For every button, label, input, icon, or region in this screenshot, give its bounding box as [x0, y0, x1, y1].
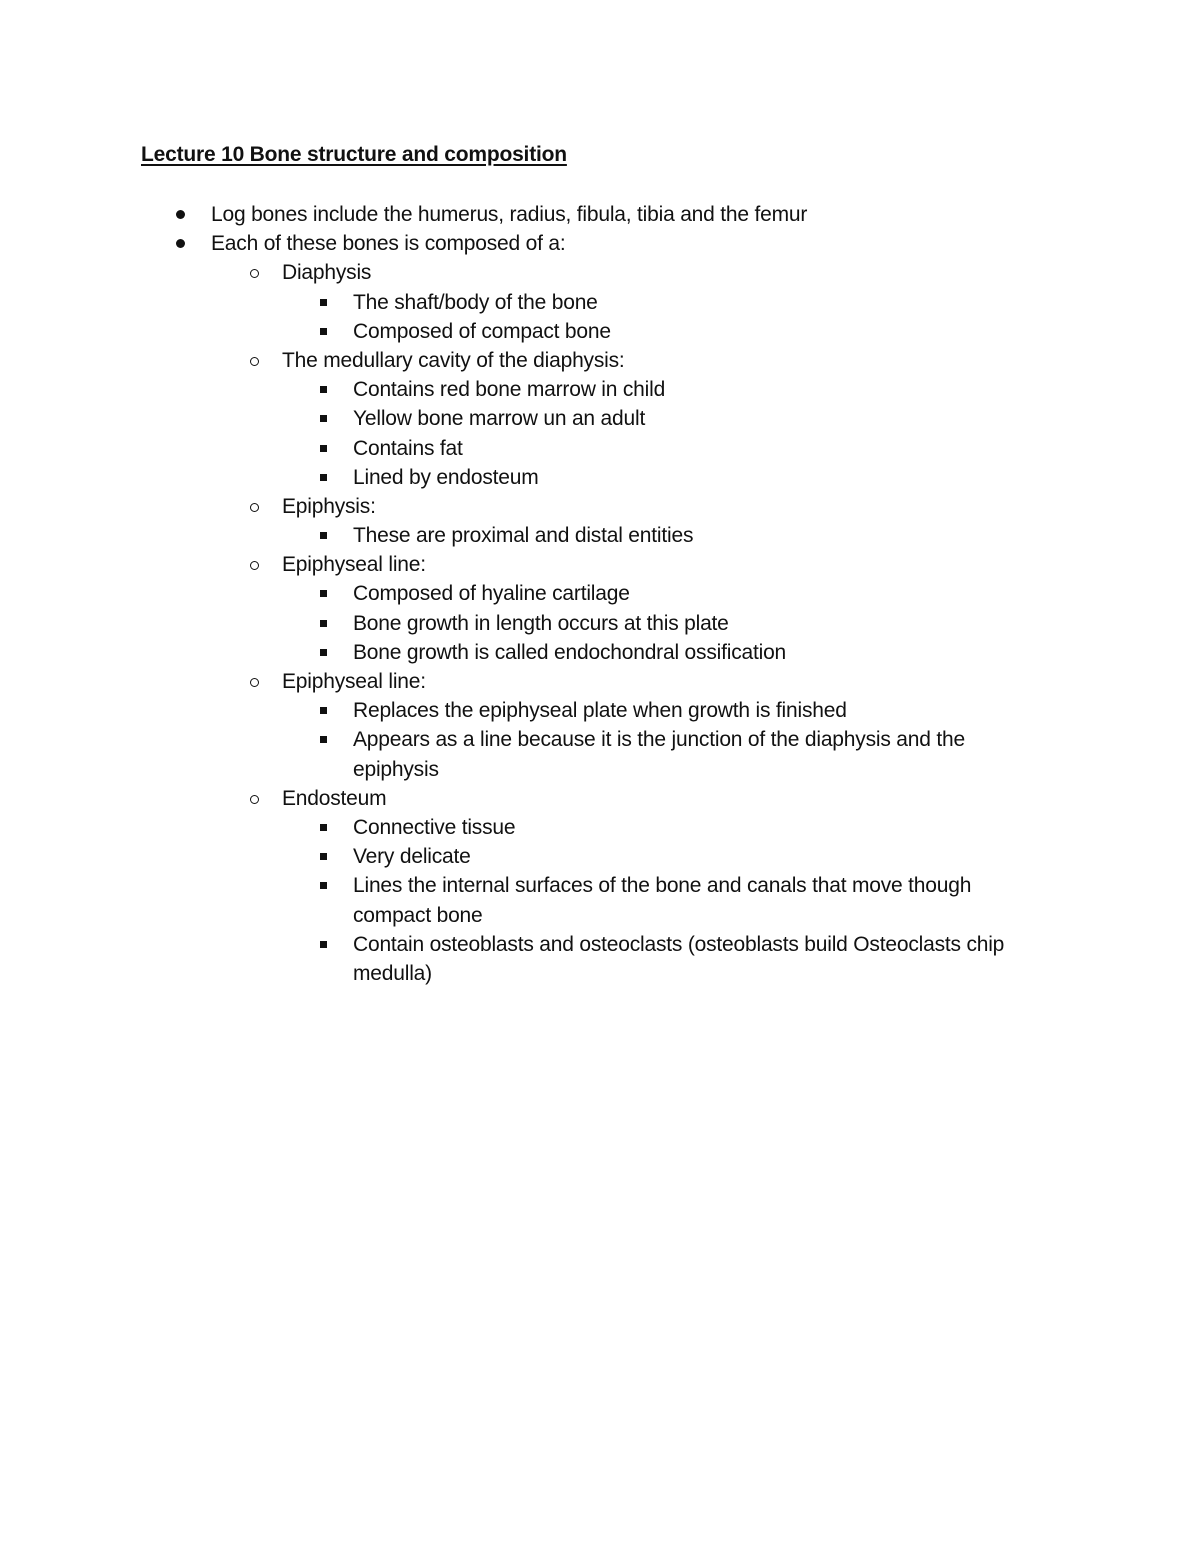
- outline-list: [0, 200, 1200, 988]
- bullet-circle-icon: [244, 784, 264, 813]
- outline-item-text: Replaces the epiphyseal plate when growth is finished: [353, 699, 847, 723]
- outline-item-level-3: [0, 871, 1200, 929]
- outline-item-text: These are proximal and distal entities: [353, 524, 694, 548]
- bullet-circle-icon: [244, 258, 264, 287]
- outline-item-text: Contain osteoblasts and osteoclasts (osteoblasts build Osteoclasts chip medulla): [353, 932, 1005, 985]
- outline-item-level-1: [0, 229, 1200, 258]
- outline-item-level-2: [0, 258, 1200, 287]
- outline-item-level-2: [0, 784, 1200, 813]
- outline-item-level-1: [0, 200, 1200, 229]
- outline-item-text: The shaft/body of the bone: [353, 290, 598, 314]
- outline-item-level-3: [0, 288, 1200, 317]
- bullet-square-icon: [313, 521, 333, 550]
- outline-item-text: Epiphyseal line:: [282, 670, 426, 693]
- outline-item-level-3: [0, 813, 1200, 842]
- outline-item-text: Epiphyseal line:: [282, 553, 426, 577]
- outline-item-text: Contains fat: [353, 436, 463, 460]
- bullet-square-icon: [313, 317, 333, 346]
- outline-item-level-3: [0, 579, 1200, 608]
- bullet-square-icon: [313, 434, 333, 463]
- bullet-square-icon: [313, 579, 333, 608]
- bullet-circle-icon: [244, 667, 264, 696]
- bullet-square-icon: [313, 609, 333, 638]
- outline-item-level-3: [0, 434, 1200, 463]
- bullet-square-icon: [313, 696, 333, 725]
- outline-item-text: Bone growth is called endochondral ossification: [353, 640, 787, 664]
- outline-item-level-3: [0, 463, 1200, 492]
- bullet-square-icon: [313, 813, 333, 842]
- outline-item-level-3: [0, 725, 1200, 783]
- bullet-square-icon: [313, 375, 333, 404]
- outline-item-text: Lines the internal surfaces of the bone and canals that move though compact bone: [353, 874, 972, 927]
- outline-item-text: Connective tissue: [353, 815, 516, 839]
- bullet-circle-icon: [244, 346, 264, 375]
- outline-item-text: Epiphysis:: [282, 494, 376, 518]
- bullet-square-icon: [313, 725, 333, 754]
- outline-item-text: Yellow bone marrow un an adult: [353, 407, 646, 431]
- bullet-dot-icon: [170, 229, 190, 258]
- document-title: Lecture 10 Bone structure and composition: [141, 143, 567, 166]
- bullet-circle-icon: [244, 492, 264, 521]
- outline-item-level-3: [0, 930, 1200, 988]
- outline-item-level-3: [0, 375, 1200, 404]
- bullet-square-icon: [313, 288, 333, 317]
- bullet-square-icon: [313, 930, 333, 959]
- bullet-square-icon: [313, 463, 333, 492]
- outline-item-text: Composed of compact bone: [353, 319, 611, 343]
- outline-item-text: Lined by endosteum: [353, 465, 539, 489]
- outline-item-level-3: [0, 696, 1200, 725]
- outline-item-text: Endosteum: [282, 786, 387, 810]
- outline-item-level-3: [0, 521, 1200, 550]
- outline-item-level-3: [0, 609, 1200, 638]
- outline-item-level-3: [0, 404, 1200, 433]
- outline-item-text: Contains red bone marrow in child: [353, 378, 666, 402]
- outline-item-text: Log bones include the humerus, radius, fibula, tibia and the femur: [211, 203, 808, 226]
- outline-item-text: Bone growth in length occurs at this plate: [353, 611, 729, 635]
- outline-item-text: Very delicate: [353, 845, 471, 869]
- outline-item-level-2: [0, 550, 1200, 579]
- outline-item-level-2: [0, 492, 1200, 521]
- outline-item-level-3: [0, 317, 1200, 346]
- bullet-square-icon: [313, 638, 333, 667]
- outline-item-level-3: [0, 842, 1200, 871]
- bullet-circle-icon: [244, 550, 264, 579]
- outline-item-text: Diaphysis: [282, 261, 372, 285]
- outline-item-text: Composed of hyaline cartilage: [353, 582, 630, 606]
- outline-item-text: Each of these bones is composed of a:: [211, 232, 566, 256]
- outline-item-level-2: [0, 667, 1200, 696]
- bullet-square-icon: [313, 404, 333, 433]
- bullet-dot-icon: [170, 200, 190, 229]
- outline-item-text: The medullary cavity of the diaphysis:: [282, 348, 625, 372]
- bullet-square-icon: [313, 871, 333, 900]
- outline-item-level-2: [0, 346, 1200, 375]
- bullet-square-icon: [313, 842, 333, 871]
- outline-item-level-3: [0, 638, 1200, 667]
- outline-item-text: Appears as a line because it is the junction of the diaphysis and the epiphysis: [353, 728, 965, 781]
